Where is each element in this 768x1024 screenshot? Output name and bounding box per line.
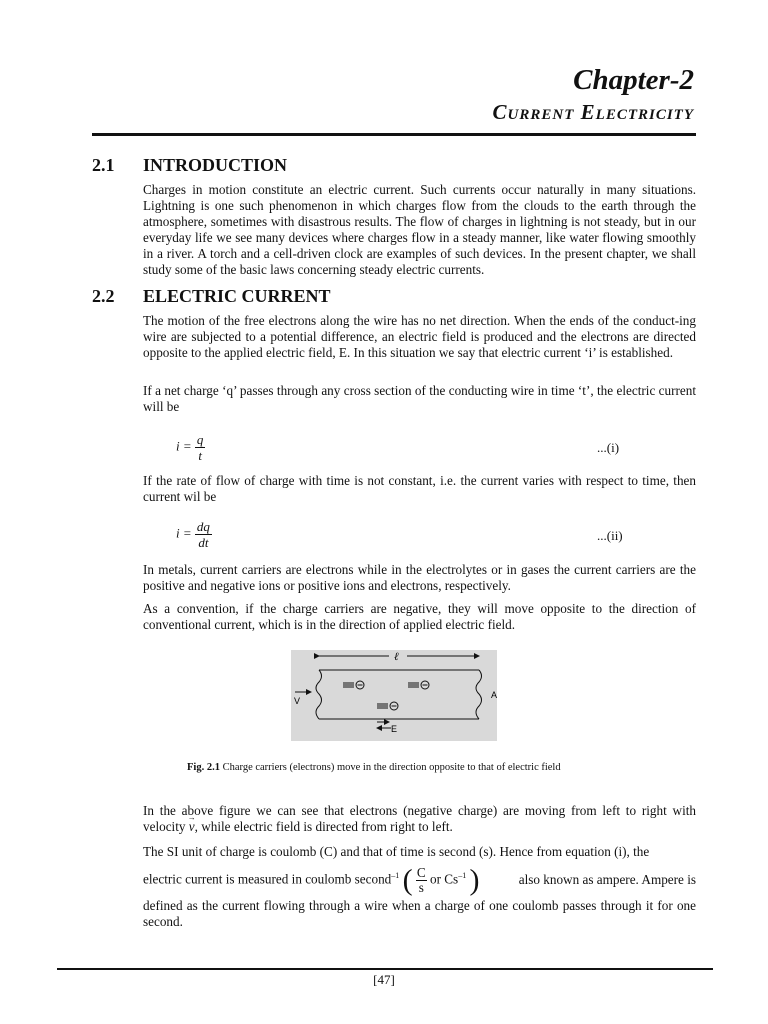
velocity-text-b: , while electric field is directed from right to left.: [194, 819, 453, 834]
electric-current-paragraph-3: If the rate of flow of charge with time is not constant, i.e. the current varies with respect to time, then current wil be: [143, 473, 696, 504]
electric-current-paragraph-4: In metals, current carriers are electrons while in the electrolytes or in gases the current carriers are the positive and negative ions or positive ions and electrons, respectively.: [143, 562, 696, 593]
equation-lhs: i =: [176, 525, 192, 541]
fraction-denominator: dt: [198, 535, 209, 550]
section-number: 2.1: [92, 155, 115, 175]
electric-current-paragraph-2: If a net charge ‘q’ passes through any cross section of the conducting wire in time ‘t’, the electric current will be: [143, 383, 696, 414]
unit-alt-exponent: –1: [458, 870, 467, 880]
figure-charge-carriers: [291, 650, 497, 741]
chapter-title: Current Electricity: [492, 100, 694, 124]
equation-1: [176, 432, 205, 463]
header-rule: [92, 133, 696, 136]
right-paren: ): [469, 863, 480, 896]
figure-caption: [187, 762, 561, 773]
electric-current-paragraph-5: As a convention, if the charge carriers are negative, they will move opposite to the direction of conventional current, which is in the direction of applied electric field.: [143, 601, 696, 632]
unit-alt: or Cs: [429, 871, 459, 887]
equation-2-tag: ...(ii): [597, 528, 623, 543]
unit-fraction: [416, 866, 427, 895]
figure-caption-text: Charge carriers (electrons) move in the direction opposite to that of electric field: [222, 762, 561, 773]
unit-fraction-numerator: C: [416, 864, 426, 880]
figure-diagram: [291, 650, 497, 741]
equation-fraction: [195, 432, 206, 463]
electron-1: [343, 681, 364, 689]
footer-rule: [57, 968, 713, 970]
velocity-symbol: → v: [189, 819, 195, 835]
page-number: [47]: [373, 972, 395, 987]
equation-2: [176, 519, 212, 550]
velocity-label: V: [294, 696, 301, 706]
velocity-text-a: In the above figure we can see that electrons (negative charge) are moving from left to right with velocity: [143, 803, 696, 834]
fraction-denominator: t: [198, 448, 202, 463]
intro-paragraph: Charges in motion constitute an electric current. Such currents occur naturally in many situations. Lightning is one such phenomenon in which charges flow from the clouds to the earth through the atmosphere, sometimes with disastrous results. The flow of charges in lightning is not steady, but in our everyday life we see many devices where charges flow in a steady manner, like water flowing smoothly in a river. A torch and a cell-driven clock are examples of such devices. In the present chapter, we shall study some of the basic laws concerning steady electric currents.: [143, 182, 696, 277]
si-unit-text-a: electric current is measured in coulomb second: [143, 871, 392, 887]
section-title: ELECTRIC CURRENT: [143, 286, 331, 306]
section-title: INTRODUCTION: [143, 155, 288, 175]
electron-3: [377, 702, 398, 710]
section-heading-introduction: [92, 155, 287, 176]
chapter-number: Chapter-2: [573, 64, 694, 96]
equation-1-tag: ...(i): [597, 440, 620, 455]
si-unit-line-1: The SI unit of charge is coulomb (C) and that of time is second (s). Hence from equation (i), the: [143, 844, 650, 859]
figure-caption-label: Fig. 2.1: [187, 762, 220, 773]
equation-lhs: i =: [176, 438, 192, 454]
si-unit-line-3: defined as the current flowing through a wire when a charge of one coulomb passes through it for one second.: [143, 898, 696, 929]
left-paren: (: [402, 863, 413, 896]
area-label: A: [491, 690, 497, 700]
field-label: E: [391, 724, 398, 734]
electric-current-paragraph-1: The motion of the free electrons along the wire has no net direction. When the ends of the conduct-ing wire are subjected to a potential difference, an electric field is produced and the electrons are directed opposite to the applied electric field, E. In this situation we say that electric current ‘i’ is established.: [143, 313, 696, 360]
unit-fraction-denominator: s: [418, 879, 424, 895]
si-unit-text: [143, 863, 480, 896]
equation-fraction: [195, 519, 212, 550]
electron-2: [408, 681, 429, 689]
fraction-numerator: q: [196, 432, 204, 447]
section-heading-electric-current: [92, 286, 331, 307]
si-unit-text-b: also known as ampere. Ampere is: [518, 872, 696, 887]
si-unit-exponent: –1: [391, 870, 400, 880]
electric-current-paragraph-6: [143, 803, 696, 835]
section-number: 2.2: [92, 286, 115, 306]
si-unit-line-2: [143, 862, 696, 898]
length-label: ℓ: [394, 651, 399, 663]
fraction-numerator: dq: [196, 519, 210, 534]
